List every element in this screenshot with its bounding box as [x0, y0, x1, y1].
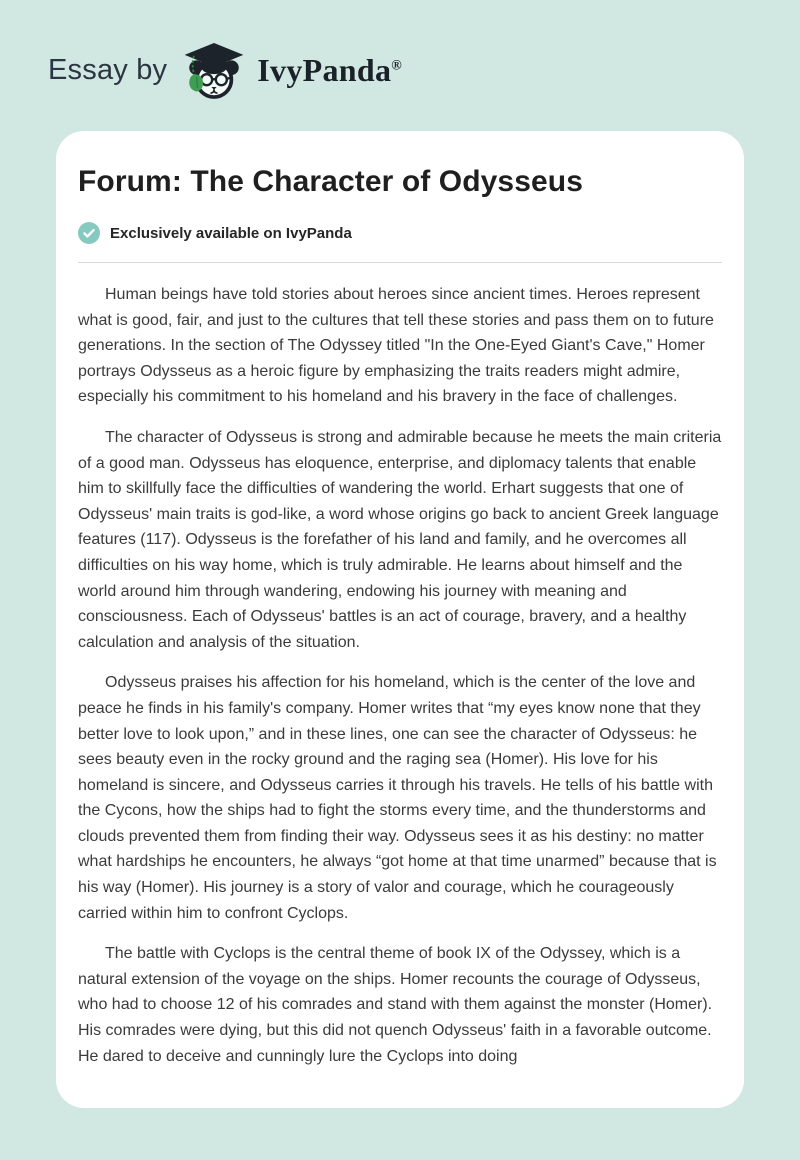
registered-trademark: ®	[391, 57, 403, 73]
essay-paragraph-1: Human beings have told stories about heroes since ancient times. Heroes represent what is good, fair, and just to the cultures that tell these stories and pass them on to future generations. In the section of The Odyssey titled "In the One-Eyed Giant's Cave," Homer portrays Odysseus as a heroic figure by emphasizing the traits readers might admire, especially his commitment to his homeland and his bravery in the face of challenges.	[78, 286, 714, 406]
panda-graduate-logo-icon[interactable]	[181, 41, 247, 100]
essay-title: Forum: The Character of Odysseus	[78, 165, 583, 198]
essay-by-label: Essay by	[48, 53, 168, 86]
check-icon	[78, 222, 100, 244]
essay-paragraph-2: The character of Odysseus is strong and admirable because he meets the main criteria of a good man. Odysseus has eloquence, enterprise, and diplomacy talents that enable him to skillfully face the difficulties of wandering the world. Erhart suggests that one of Odysseus' main traits is god-like, a word whose origins go back to ancient Greek language features (117). Odysseus is the forefather of his land and family, and he overcomes all difficulties on his way home, which is truly admirable. He learns about himself and the world around him through wandering, endowing his journey with meaning and consciousness. Each of Odysseus' battles is an act of courage, bravery, and a healthy calculation and analysis of the situation.	[78, 428, 722, 651]
essay-card	[56, 131, 744, 1108]
brand-name[interactable]	[257, 52, 402, 89]
exclusive-badge	[78, 222, 722, 244]
header	[0, 0, 800, 106]
essay-body	[78, 282, 722, 1069]
exclusive-badge-label: Exclusively available on IvyPanda	[110, 224, 352, 242]
divider	[78, 262, 722, 263]
essay-paragraph-4: The battle with Cyclops is the central theme of book IX of the Odyssey, which is a natural extension of the voyage on the ships. Homer recounts the courage of Odysseus, who had to choose 12 of his comrades and stand with them against the monster (Homer). His comrades were dying, but this did not quench Odysseus' faith in a favorable outcome. He dared to deceive and cunningly lure the Cyclops into doing	[78, 945, 713, 1065]
essay-paragraph-3: Odysseus praises his affection for his homeland, which is the center of the love and peace he finds in his family's company. Homer writes that “my eyes know none that they better love to look upon,” and in these lines, one can see the character of Odysseus: he sees beauty even in the rocky ground and the raging sea (Homer). His love for his homeland is sincere, and Odysseus carries it through his travels. He tells of his battle with the Cycons, how the ships had to fight the storms every time, and the thunderstorms and clouds prevented them from finding their way. Odysseus sees it as his destiny: no matter what hardships he encounters, he always “got home at that time unarmed” because that is his way (Homer). His journey is a story of valor and courage, which he courageously carried within him to confront Cyclops.	[78, 674, 717, 922]
brand-text: IvyPanda	[257, 51, 392, 88]
